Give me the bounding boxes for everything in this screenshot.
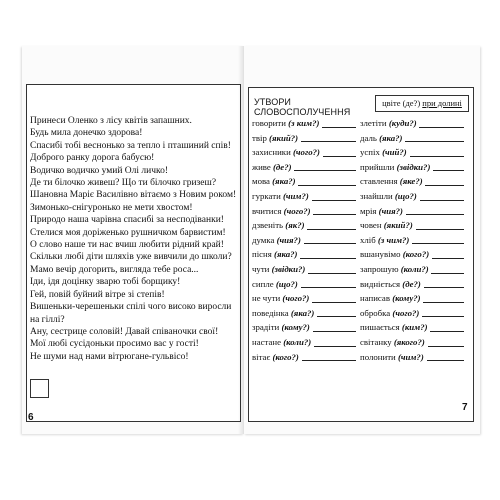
right-page-heading: УТВОРИ СЛОВОСПОЛУЧЕННЯ [254, 97, 351, 117]
base-word: настане [252, 336, 281, 347]
sentence-item: Ану, сестрице соловій! Давай співаночки свої! [30, 326, 219, 337]
answer-line[interactable] [406, 214, 464, 215]
base-word: вітає [252, 351, 271, 362]
answer-line[interactable] [323, 156, 356, 157]
combination-cell-right [360, 145, 468, 160]
sentence-item: Мої любі сусідоньки просимо вас у гості! [30, 339, 199, 350]
base-word: запрошую [360, 263, 399, 274]
sentence-item: Будь мила донечко здорова! [30, 128, 143, 139]
answer-line[interactable] [427, 360, 464, 361]
combination-cell-left [252, 116, 360, 131]
base-word: написав [360, 293, 390, 304]
combination-cell-left [252, 189, 360, 204]
sentence-item: Скільки любі діти шляхів уже вивчили до школи? [30, 252, 232, 263]
question-word: (чим?) [397, 351, 424, 362]
question-word: (якого?) [393, 336, 425, 347]
answer-line[interactable] [302, 360, 356, 361]
combination-row [252, 145, 468, 160]
question-word: (коли?) [400, 263, 429, 274]
sentence-item: Принеси Оленко з лісу квітів запашних. [30, 116, 192, 126]
base-word: ставлення [360, 176, 398, 187]
page-number-right: 7 [462, 402, 468, 413]
question-word: (яка?) [379, 132, 403, 143]
base-word: зрадіти [252, 322, 280, 333]
combination-cell-right [360, 160, 468, 175]
answer-line[interactable] [314, 346, 356, 347]
base-word: гуркати [252, 190, 281, 201]
combination-cell-right [360, 233, 468, 248]
answer-line[interactable] [301, 141, 356, 142]
combination-cell-right [360, 277, 468, 292]
answer-line[interactable] [416, 229, 464, 230]
combination-cell-right [360, 320, 468, 335]
sentence-item: Природо наша чарівна спасибі за несподіванки! [30, 215, 224, 226]
sentence-item: Доброго ранку дорога бабусю! [30, 153, 155, 164]
base-word: видніється [360, 278, 401, 289]
sentence-item: на гіллі? [30, 314, 65, 325]
combination-cell-right [360, 335, 468, 350]
question-word: (що?) [394, 190, 417, 201]
combination-row [252, 204, 468, 219]
question-word: (кому?) [281, 322, 310, 333]
base-word: пісня [252, 249, 272, 260]
question-word: (кого?) [402, 249, 430, 260]
answer-line[interactable] [294, 170, 356, 171]
question-word: (чого?) [283, 205, 311, 216]
question-word: (чий?) [382, 147, 407, 158]
combination-cell-left [252, 291, 360, 306]
answer-line[interactable] [308, 273, 356, 274]
answer-line[interactable] [317, 316, 356, 317]
answer-line[interactable] [312, 302, 356, 303]
combination-cell-left [252, 218, 360, 233]
answer-line[interactable] [431, 273, 464, 274]
question-word: (який?) [383, 220, 413, 231]
combination-cell-right [360, 116, 468, 131]
combination-row [252, 233, 468, 248]
combination-row [252, 277, 468, 292]
question-word: (чим?) [282, 190, 309, 201]
question-word: (чия?) [378, 205, 403, 216]
base-word: світанку [360, 336, 392, 347]
combination-cell-right [360, 350, 468, 365]
combination-cell-left [252, 277, 360, 292]
combination-row [252, 247, 468, 262]
combination-cell-left [252, 320, 360, 335]
answer-line[interactable] [405, 141, 464, 142]
combination-row [252, 291, 468, 306]
base-word: хліб [360, 234, 376, 245]
sentence-list [30, 115, 240, 363]
base-word: дзвеніть [252, 220, 284, 231]
combination-row [252, 320, 468, 335]
answer-line[interactable] [307, 229, 356, 230]
example-hint [375, 95, 469, 112]
answer-line[interactable] [422, 316, 464, 317]
base-word: даль [360, 132, 377, 143]
sentence-item: Зимонько-снігуронько не мети хвостом! [30, 202, 193, 213]
question-word: (яка?) [290, 307, 315, 318]
base-word: думка [252, 234, 275, 245]
sentence-item: О слово наше ти нас вчиш любити рідний край! [30, 240, 224, 251]
question-word: (кому?) [392, 293, 421, 304]
combination-row [252, 335, 468, 350]
question-word: (чого?) [392, 307, 420, 318]
question-word: (яка?) [274, 249, 298, 260]
answer-line[interactable] [304, 243, 356, 244]
base-word: чути [252, 263, 270, 274]
base-word: човен [360, 220, 382, 231]
question-word: (чого?) [282, 293, 310, 304]
combination-row [252, 218, 468, 233]
sentence-item: Спасибі тобі веснонько за тепло і пташиний спів! [30, 140, 231, 151]
combination-cell-right [360, 306, 468, 321]
combination-row [252, 174, 468, 189]
combination-row [252, 189, 468, 204]
base-word: говорити [252, 118, 286, 128]
base-word: злетіти [360, 118, 387, 128]
combination-cell-right [360, 131, 468, 146]
sentence-item: Стелися моя доріженько рушничком барвистим! [30, 227, 226, 238]
combination-cell-left [252, 131, 360, 146]
combination-cell-right [360, 262, 468, 277]
question-word: (як?) [285, 220, 305, 231]
answer-line[interactable] [412, 243, 464, 244]
answer-line[interactable] [312, 200, 356, 201]
base-word: обробка [360, 307, 391, 318]
combination-cell-left [252, 233, 360, 248]
answer-line[interactable] [410, 156, 464, 157]
answer-line[interactable] [430, 331, 464, 332]
combination-cell-left [252, 145, 360, 160]
sentence-item: Де ти білочко живеш? Що ти білочко гризеш? [30, 178, 217, 189]
base-word: твір [252, 132, 267, 143]
question-word: (де?) [402, 278, 421, 289]
answer-line[interactable] [433, 170, 464, 171]
answer-line[interactable] [432, 258, 464, 259]
answer-line[interactable] [419, 127, 464, 128]
sentence-item: Гей, повій буйний вітре зі степів! [30, 289, 165, 300]
answer-line[interactable] [322, 127, 356, 128]
base-word: прийшли [360, 161, 395, 172]
base-word: вшанувімо [360, 249, 401, 260]
combination-row [252, 262, 468, 277]
base-word: захисники [252, 147, 291, 158]
right-page [244, 46, 480, 434]
answer-line[interactable] [300, 258, 356, 259]
sentence-item: Мамо вечір догорить, вигляда тебе роса... [30, 264, 199, 275]
base-word: пишається [360, 322, 400, 333]
question-word: (що?) [275, 278, 298, 289]
answer-line[interactable] [424, 287, 464, 288]
answer-line[interactable] [313, 214, 356, 215]
sentence-item: Шановна Маріє Василівно вітаємо з Новим роком! [30, 190, 237, 201]
base-word: живе [252, 161, 271, 172]
sentence-item: Водичко водичко умий Олі личко! [30, 165, 169, 176]
question-word: (де?) [273, 161, 292, 172]
combination-row [252, 160, 468, 175]
question-word: (куди?) [388, 118, 417, 128]
combination-row [252, 131, 468, 146]
combination-cell-left [252, 247, 360, 262]
combination-row [252, 350, 468, 365]
question-word: (коли?) [283, 336, 312, 347]
combination-cell-right [360, 247, 468, 262]
word-combination-grid [252, 116, 468, 364]
combination-cell-right [360, 174, 468, 189]
question-word: (ким?) [401, 322, 428, 333]
combination-cell-right [360, 291, 468, 306]
base-word: поведінка [252, 307, 289, 318]
base-word: мрія [360, 205, 377, 216]
answer-line[interactable] [428, 346, 464, 347]
combination-cell-left [252, 306, 360, 321]
base-word: знайшли [360, 190, 393, 201]
answer-line[interactable] [298, 185, 356, 186]
combination-cell-left [252, 204, 360, 219]
combination-cell-left [252, 174, 360, 189]
sentence-item: Іди, ідя доцінку зварю тобі борщику! [30, 277, 181, 288]
combination-cell-right [360, 218, 468, 233]
question-word: (з чим?) [377, 234, 410, 245]
answer-line[interactable] [313, 331, 356, 332]
answer-line[interactable] [423, 302, 464, 303]
page-number-left: 6 [28, 412, 34, 423]
base-word: мова [252, 176, 270, 187]
answer-line[interactable] [301, 287, 356, 288]
question-word: (чого?) [293, 147, 320, 158]
combination-cell-left [252, 350, 360, 365]
combination-cell-right [360, 204, 468, 219]
base-word: успіх [360, 147, 380, 158]
answer-line[interactable] [425, 185, 464, 186]
combination-cell-left [252, 262, 360, 277]
base-word: не чути [252, 293, 281, 304]
sentence-item: Не шуми над нами вітрюгане-гульвісо! [30, 351, 189, 362]
combination-cell-left [252, 335, 360, 350]
combination-row [252, 306, 468, 321]
combination-row [252, 116, 468, 131]
example-hint-prefix: цвіте (де?) [382, 98, 421, 108]
sentence-item: Вишеньки-черешеньки спілі чого високо виросли [30, 302, 232, 313]
question-word: (який?) [269, 132, 299, 143]
question-word: (яке?) [399, 176, 423, 187]
question-word: (чия?) [276, 234, 301, 245]
base-word: вчитися [252, 205, 282, 216]
example-hint-answer: при долині [422, 98, 462, 108]
combination-cell-right [360, 189, 468, 204]
question-word: (з ким?) [288, 118, 320, 128]
question-word: (яка?) [272, 176, 296, 187]
question-word: (звідки?) [271, 263, 306, 274]
base-word: сипле [252, 278, 274, 289]
question-word: (звідки?) [396, 161, 431, 172]
left-page [22, 46, 244, 434]
base-word: полонити [360, 351, 396, 362]
question-word: (кого?) [272, 351, 299, 362]
answer-square [30, 379, 49, 398]
combination-cell-left [252, 160, 360, 175]
answer-line[interactable] [420, 200, 464, 201]
